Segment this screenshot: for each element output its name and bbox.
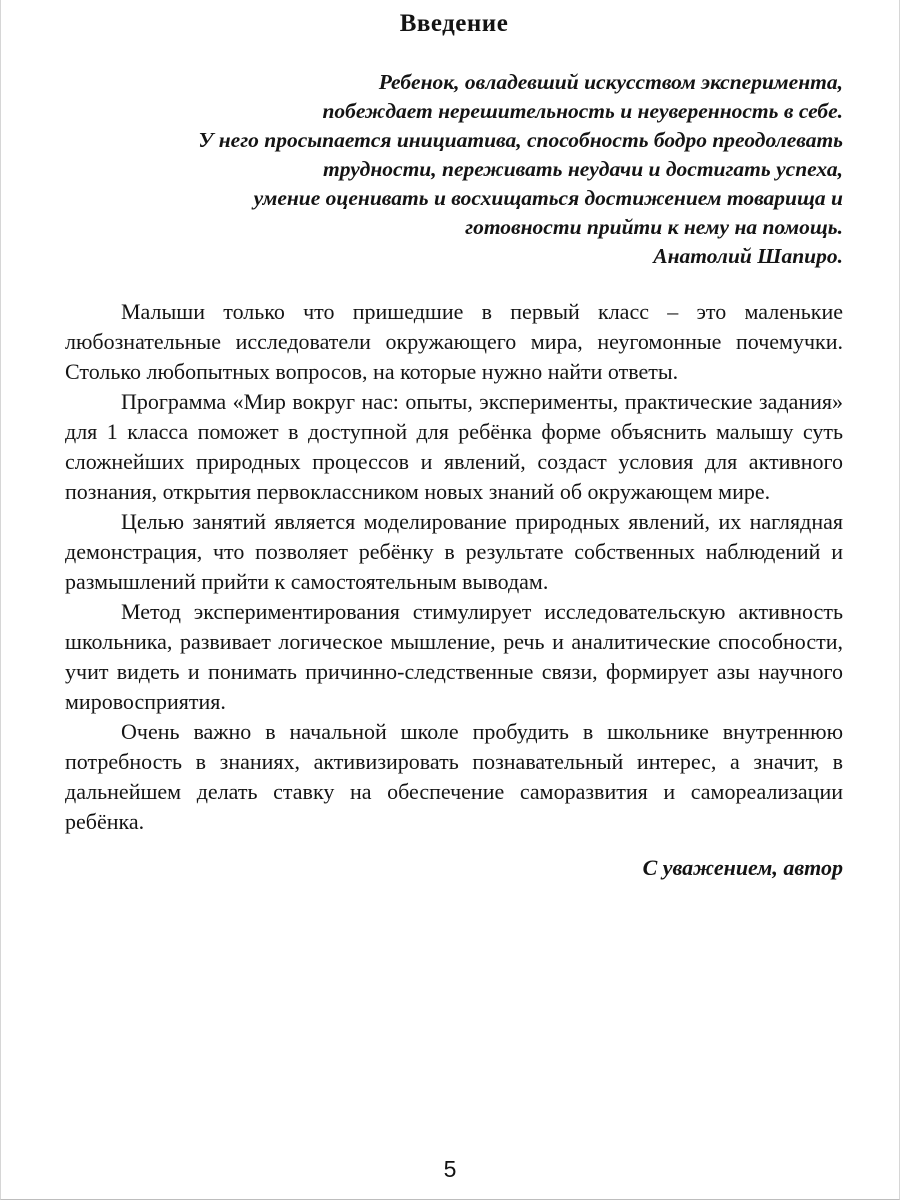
- epigraph-line: побеждает нерешительность и неуверенность в себе.: [322, 99, 843, 123]
- body-paragraph: Очень важно в начальной школе пробудить в школьнике внутреннюю потребность в знаниях, активизировать познавательный интерес, а значит, в дальнейшем делать ставку на обеспечение саморазвития и самореализации ребёнка.: [65, 719, 843, 834]
- body-paragraph: Программа «Мир вокруг нас: опыты, эксперименты, практические задания» для 1 класса поможет в доступной для ребёнка форме объяснить малышу суть сложнейших природных процессов и явлений, создаст условия для активного познания, открытия первоклассником новых знаний об окружающем мире.: [65, 389, 843, 504]
- epigraph-line: готовности прийти к нему на помощь.: [465, 215, 843, 239]
- epigraph-line: У него просыпается инициатива, способность бодро преодолевать: [198, 128, 843, 152]
- epigraph-author: Анатолий Шапиро.: [653, 244, 843, 268]
- closing-signature: С уважением, автор: [642, 855, 843, 880]
- epigraph-line: трудности, переживать неудачи и достигать успеха,: [323, 157, 843, 181]
- body-paragraph: Малыши только что пришедшие в первый класс – это маленькие любознательные исследователи окружающего мира, неугомонные почемучки. Столько любопытных вопросов, на которые нужно найти ответы.: [65, 299, 843, 384]
- body-paragraph: Целью занятий является моделирование природных явлений, их наглядная демонстрация, что позволяет ребёнку в результате собственных наблюдений и размышлений прийти к самостоятельным выводам.: [65, 509, 843, 594]
- body-text: [65, 297, 843, 837]
- epigraph-line: Ребенок, овладевший искусством эксперимента,: [378, 70, 843, 94]
- page-title: Введение: [399, 10, 509, 37]
- body-paragraph: Метод экспериментирования стимулирует исследовательскую активность школьника, развивает логическое мышление, речь и аналитические способности, учит видеть и понимать причинно-следственные связи, формирует азы научного мировосприятия.: [65, 599, 843, 714]
- epigraph-line: умение оценивать и восхищаться достижением товарища и: [253, 186, 843, 210]
- page-number: 5: [443, 1156, 457, 1182]
- epigraph: [65, 68, 843, 271]
